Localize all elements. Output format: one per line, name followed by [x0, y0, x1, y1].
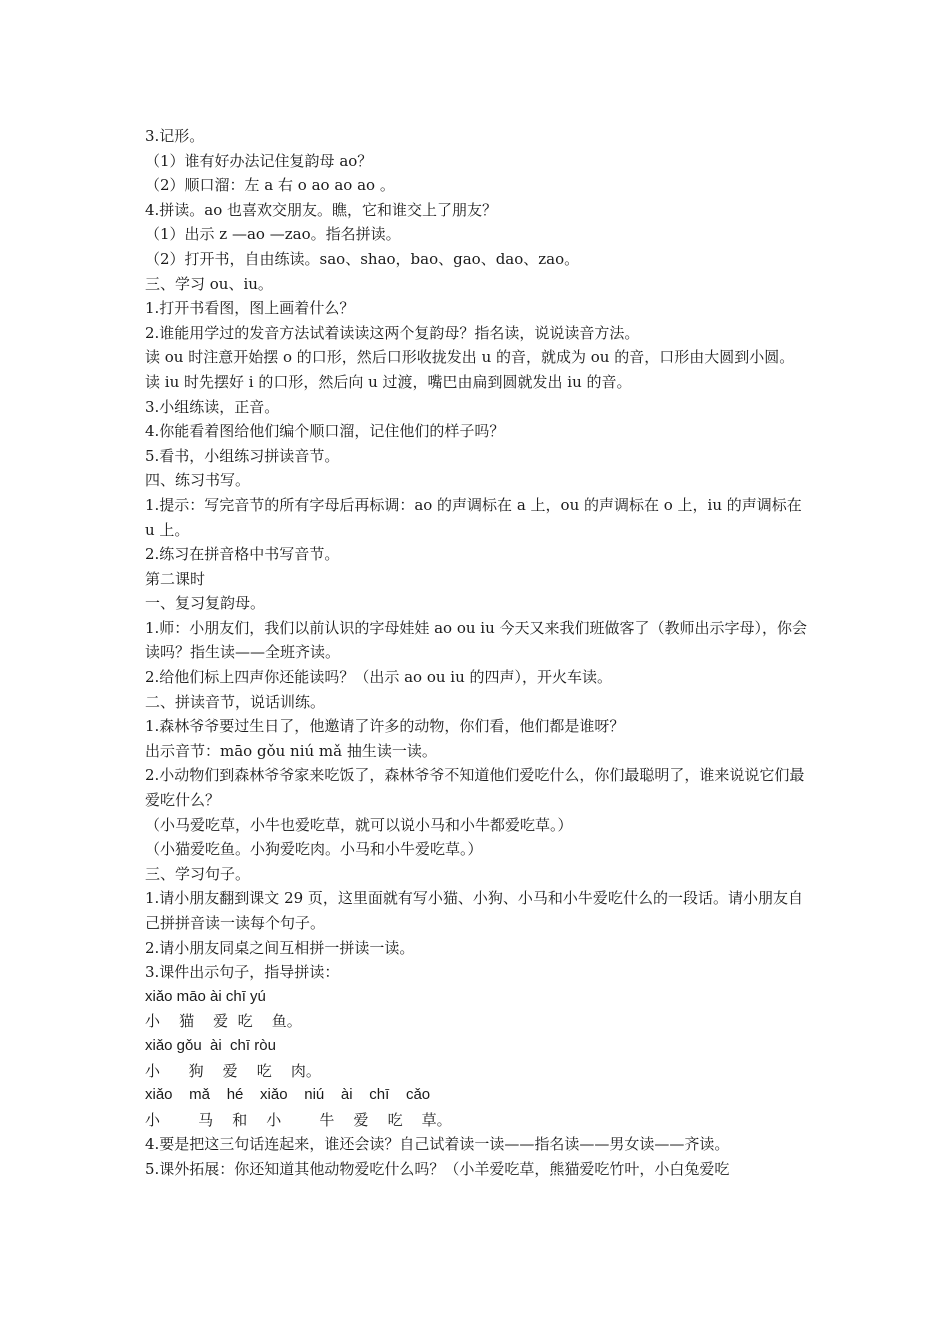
section-heading: 一、复习复韵母。	[145, 594, 266, 613]
section-heading: 三、学习 ou、iu。	[145, 274, 273, 293]
text-line: 4.要是把这三句话连起来，谁还会读？自己试着读一读——指名读——男女读——齐读。	[145, 1135, 730, 1154]
text-line: 2.给他们标上四声你还能读吗？（出示 ao ou iu 的四声），开火车读。	[145, 668, 613, 687]
text-line: 1.森林爷爷要过生日了，他邀请了许多的动物，你们看，他们都是谁呀？	[145, 717, 625, 736]
text-line: 5.课外拓展：你还知道其他动物爱吃什么吗？（小羊爱吃草，熊猫爱吃竹叶，小白兔爱吃	[145, 1159, 730, 1178]
section-heading: 二、拼读音节，说话训练。	[145, 692, 326, 711]
lesson-period-heading: 第二课时	[145, 569, 206, 588]
text-line: （小猫爱吃鱼。小狗爱吃肉。小马和小牛爱吃草。）	[145, 840, 483, 859]
paragraph: 1.师：小朋友们，我们以前认识的字母娃娃 ao ou iu 今天又来我们班做客了（教师出示字母），你会读吗？指生读——全班齐读。	[145, 618, 808, 662]
pinyin-line: xiǎo māo ài chī yú	[145, 987, 266, 1005]
pinyin-line: xiǎo gǒu ài chī ròu	[145, 1036, 276, 1054]
hanzi-line: 小 马 和 小 牛 爱 吃 草。	[145, 1110, 452, 1129]
section-heading: 三、学习句子。	[145, 864, 251, 883]
hanzi-line: 小 猫 爱 吃 鱼。	[145, 1012, 302, 1031]
text-line: 4.拼读。ao 也喜欢交朋友。瞧，它和谁交上了朋友？	[145, 200, 498, 219]
text-line: （1）谁有好办法记住复韵母 ao？	[145, 151, 373, 170]
pinyin-line: xiǎo mǎ hé xiǎo niú ài chī cǎo	[145, 1086, 431, 1104]
text-line: 出示音节：māo gǒu niú mǎ 抽生读一读。	[145, 741, 437, 760]
text-line: 2.谁能用学过的发音方法试着读读这两个复韵母？指名读，说说读音方法。	[145, 323, 640, 342]
text-line: 3.记形。	[145, 127, 205, 145]
text-line: 1.打开书看图，图上画着什么？	[145, 299, 355, 318]
text-line: 3.小组练读，正音。	[145, 397, 280, 416]
text-line: 读 iu 时先摆好 i 的口形，然后向 u 过渡，嘴巴由扁到圆就发出 iu 的音。	[145, 372, 632, 391]
paragraph: 读 ou 时注意开始摆 o 的口形，然后口形收拢发出 u 的音，就成为 ou 的音，口形由大圆到小圆。	[145, 348, 795, 367]
text-line: （2）顺口溜：左 a 右 o ao ao ao 。	[145, 176, 395, 195]
text-line: 2.请小朋友同桌之间互相拼一拼读一读。	[145, 938, 415, 957]
text-line: 3.课件出示句子，指导拼读：	[145, 963, 340, 982]
text-line: （2）打开书，自由练读。sao、shao，bao、gao、dao、zao。	[145, 249, 580, 268]
paragraph: 1.提示：写完音节的所有字母后再标调：ao 的声调标在 a 上，ou 的声调标在 o 上，iu 的声调标在 u 上。	[145, 495, 802, 539]
text-line: （1）出示 z —ao —zao。指名拼读。	[145, 225, 401, 244]
text-line: 5.看书，小组练习拼读音节。	[145, 446, 340, 465]
paragraph: 2.小动物们到森林爷爷家来吃饭了，森林爷爷不知道他们爱吃什么，你们最聪明了，谁来说说它们最爱吃什么？	[145, 766, 805, 810]
section-heading: 四、练习书写。	[145, 471, 251, 490]
text-line: 2.练习在拼音格中书写音节。	[145, 545, 340, 564]
hanzi-line: 小 狗 爱 吃 肉。	[145, 1061, 321, 1080]
text-line: 4.你能看着图给他们编个顺口溜，记住他们的样子吗？	[145, 422, 505, 441]
paragraph: 1.请小朋友翻到课文 29 页，这里面就有写小猫、小狗、小马和小牛爱吃什么的一段话。请小朋友自己拼拼音读一读每个句子。	[145, 889, 803, 932]
text-line: （小马爱吃草，小牛也爱吃草，就可以说小马和小牛都爱吃草。）	[145, 815, 573, 834]
lesson-plan-body	[145, 124, 810, 1182]
